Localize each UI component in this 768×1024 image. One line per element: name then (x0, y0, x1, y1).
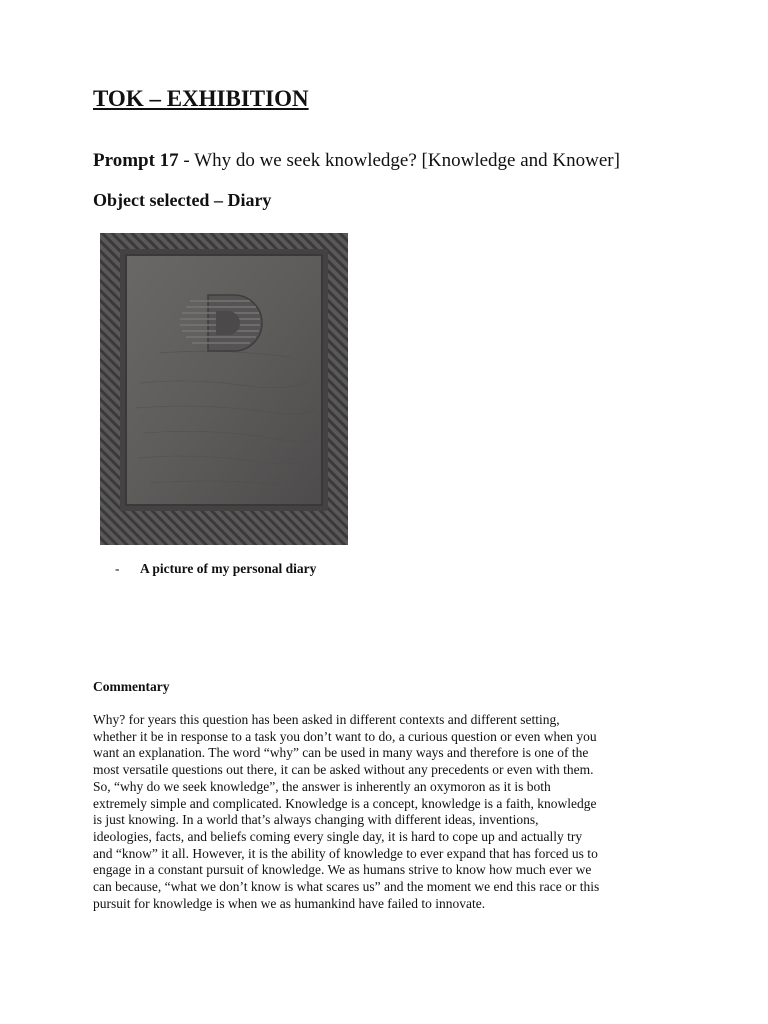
commentary-line: So, “why do we seek knowledge”, the answer is inherently an oxymoron as it is both (93, 778, 551, 794)
commentary-line: is just knowing. In a world that’s always changing with different ideas, inventions, (93, 812, 539, 828)
commentary-line: can because, “what we don’t know is what scares us” and the moment we end this race or this (93, 879, 600, 895)
image-caption (115, 561, 316, 577)
commentary-line: most versatile questions out there, it can be asked without any precedents or even with them. (93, 762, 594, 778)
diary-photo (100, 233, 348, 545)
diary-cover-panel (126, 255, 322, 505)
object-selected: Object selected – Diary (93, 190, 272, 210)
commentary-line: whether it be in response to a task you don’t want to do, a curious question or even when you (93, 728, 597, 744)
commentary-line: engage in a constant pursuit of knowledge. We as humans strive to know how much ever we (93, 862, 592, 878)
prompt-line (93, 150, 620, 172)
commentary-line: Why? for years this question has been asked in different contexts and different setting, (93, 712, 560, 727)
commentary-line: and “know” it all. However, it is the ability of knowledge to ever expand that has forced us to (93, 845, 598, 861)
document-title: TOK – EXHIBITION (93, 86, 309, 111)
commentary-line: ideologies, facts, and beliefs coming every single day, it is hard to cope up and actually try (93, 828, 583, 844)
commentary-line: pursuit for knowledge is when we as humankind have failed to innovate. (93, 895, 486, 911)
prompt-text: - Why do we seek knowledge? [Knowledge and Knower] (178, 150, 620, 171)
caption-bullet: - (115, 561, 120, 576)
commentary-heading: Commentary (93, 679, 170, 694)
commentary-line: want an explanation. The word “why” can be used in many ways and therefore is one of the (93, 745, 589, 761)
commentary-line: extremely simple and complicated. Knowledge is a concept, knowledge is a faith, knowledge (93, 795, 597, 811)
prompt-label: Prompt 17 (93, 150, 179, 171)
commentary-paragraph (93, 712, 683, 912)
caption-text: A picture of my personal diary (140, 561, 317, 576)
